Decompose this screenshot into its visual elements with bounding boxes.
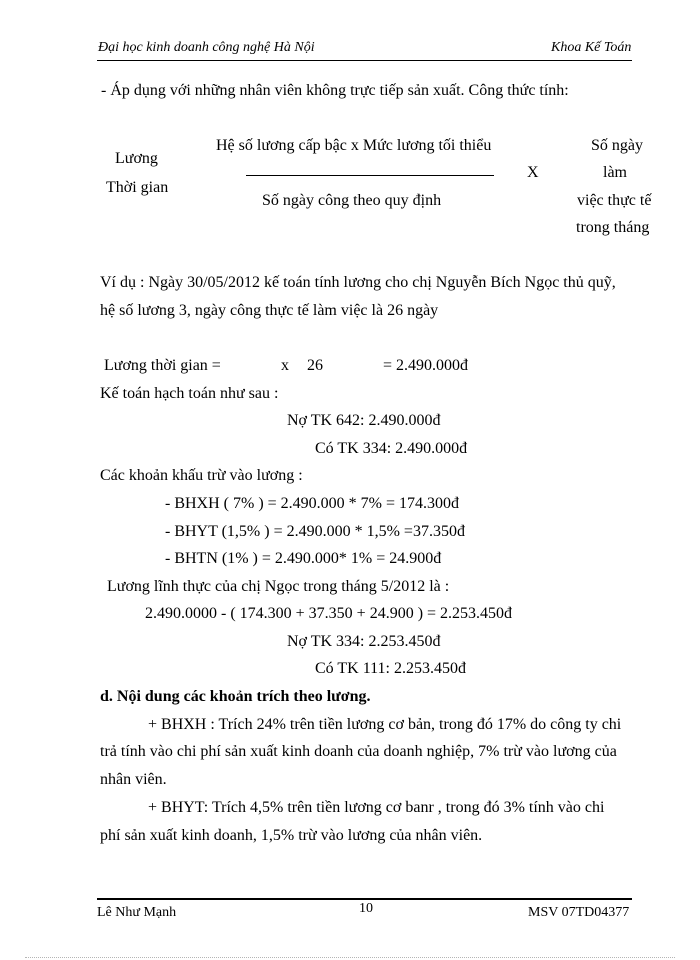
fraction-bar (246, 175, 494, 176)
formula-numerator: Hệ số lương cấp bậc x Mức lương tối thiểu (216, 137, 492, 154)
net-title: Lương lĩnh thực của chị Ngọc trong tháng 5/2012 là : (107, 578, 450, 595)
deduction-bhyt: - BHYT (1,5% ) = 2.490.000 * 1,5% =37.350đ (165, 523, 465, 540)
bhyt-line2: phí sản xuất kinh doanh, 1,5% trừ vào lương của nhân viên. (100, 827, 483, 844)
multiply-sign: X (527, 164, 539, 181)
bhxh-line3: nhân viên. (100, 771, 167, 788)
bhyt-line1: + BHYT: Trích 4,5% trên tiền lương cơ banr , trong đó 3% tính vào chi (148, 799, 605, 816)
bhxh-line2: trả tính vào chi phí sản xuất kinh doanh của doanh nghiệp, 7% trừ vào lương của (100, 743, 617, 760)
footer-rule (97, 898, 632, 900)
page-edge (25, 957, 675, 958)
footer-author: Lê Như Mạnh (97, 905, 177, 920)
calc-label: Lương thời gian = (104, 357, 221, 374)
formula-denominator: Số ngày công theo quy định (262, 192, 442, 209)
page-number: 10 (359, 901, 373, 916)
entry2-debit: Nợ TK 334: 2.253.450đ (287, 633, 441, 650)
deductions-title: Các khoản khấu trừ vào lương : (100, 467, 303, 484)
entry2-credit: Có TK 111: 2.253.450đ (315, 660, 466, 677)
formula-right-line1: Số ngày (591, 137, 643, 154)
formula-right-line4: trong tháng (576, 219, 650, 236)
entry1-credit: Có TK 334: 2.490.000đ (315, 440, 468, 457)
example-line2: hệ số lương 3, ngày công thực tế làm việc là 26 ngày (100, 302, 439, 319)
calc-result: = 2.490.000đ (383, 357, 469, 374)
entry-title: Kế toán hạch toán như sau : (100, 385, 279, 402)
formula-left-line2: Thời gian (106, 179, 169, 196)
entry1-debit: Nợ TK 642: 2.490.000đ (287, 412, 441, 429)
formula-right-line2: làm (603, 164, 627, 181)
header-faculty: Khoa Kế Toán (551, 40, 632, 55)
footer-student-id: MSV 07TD04377 (528, 905, 630, 920)
deduction-bhtn: - BHTN (1% ) = 2.490.000* 1% = 24.900đ (165, 550, 442, 567)
example-line1: Ví dụ : Ngày 30/05/2012 kế toán tính lương cho chị Nguyễn Bích Ngọc thủ quỹ, (100, 274, 616, 291)
section-d-heading: d. Nội dung các khoản trích theo lương. (100, 688, 371, 705)
formula-left-line1: Lương (115, 150, 158, 167)
bhxh-line1: + BHXH : Trích 24% trên tiền lương cơ bản, trong đó 17% do công ty chi (148, 716, 622, 733)
header-school: Đại học kinh doanh công nghệ Hà Nội (98, 40, 315, 55)
deduction-bhxh: - BHXH ( 7% ) = 2.490.000 * 7% = 174.300đ (165, 495, 460, 512)
header-rule (97, 60, 632, 61)
formula-right-line3: việc thực tế (577, 192, 652, 209)
calc-days: 26 (307, 357, 323, 374)
net-calc: 2.490.0000 - ( 174.300 + 37.350 + 24.900 ) = 2.253.450đ (145, 605, 513, 622)
calc-x: x (281, 357, 289, 374)
intro-text: - Áp dụng với những nhân viên không trực tiếp sản xuất. Công thức tính: (101, 82, 569, 99)
